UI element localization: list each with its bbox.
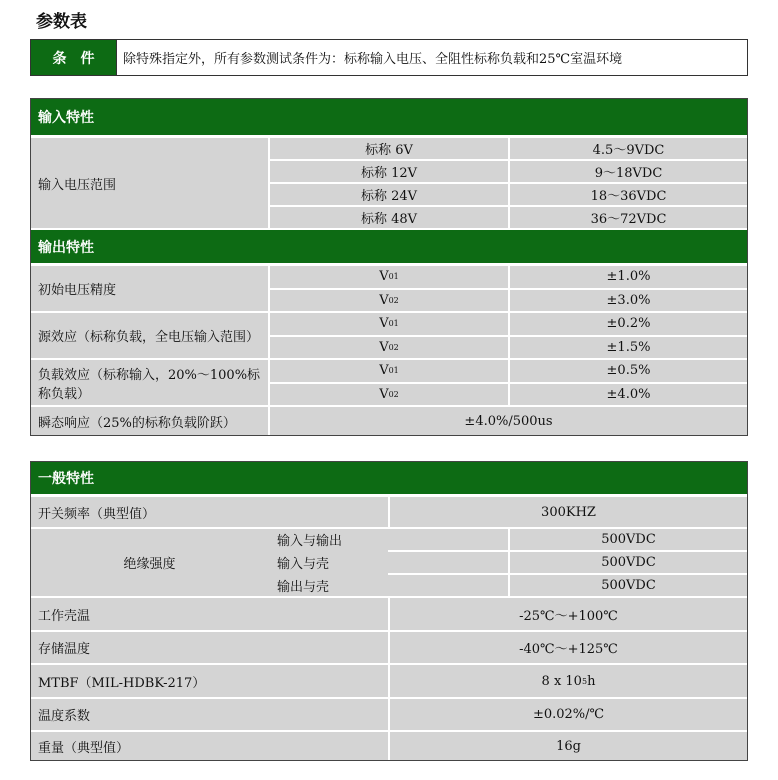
isolation-label: 绝缘强度 (31, 529, 388, 596)
line-regulation-label: 源效应（标称负载，全电压输入范围） (31, 313, 268, 358)
input-nominal-24v: 标称 24V (270, 184, 508, 205)
switch-frequency-value: 300KHZ (390, 497, 747, 527)
mtbf-label: MTBF（MIL-HDBK-217） (31, 665, 388, 697)
isolation-in-case-label: 输入与壳 (270, 552, 508, 573)
isolation-out-case-label: 输出与壳 (270, 575, 508, 596)
general-section-header: 一般特性 (31, 462, 747, 497)
isolation-out-case-value: 500VDC (510, 575, 747, 596)
general-table (30, 461, 748, 761)
output-v02-label: V 02 (270, 290, 508, 312)
initial-accuracy-v01: ±1.0% (510, 266, 747, 288)
condition-label: 条件 (31, 40, 117, 75)
output-v01-label: V 01 (270, 360, 508, 382)
input-nominal-6v: 标称 6V (270, 138, 508, 159)
output-v02-label: V 02 (270, 337, 508, 359)
line-regulation-v01: ±0.2% (510, 313, 747, 335)
temperature-coefficient-value: ±0.02%/℃ (390, 699, 747, 730)
output-v01-label: V 01 (270, 313, 508, 335)
condition-box (30, 39, 748, 76)
input-nominal-12v: 标称 12V (270, 161, 508, 182)
output-grid (31, 266, 747, 435)
storage-temperature-value: -40℃～+125℃ (390, 632, 747, 663)
input-range-24v: 18～36VDC (510, 184, 747, 205)
output-section-header: 输出特性 (31, 228, 747, 266)
temperature-coefficient-label: 温度系数 (31, 699, 388, 730)
isolation-in-out-label: 输入与输出 (270, 529, 508, 550)
case-temperature-label: 工作壳温 (31, 598, 388, 630)
case-temperature-value: -25℃～+100℃ (390, 598, 747, 630)
input-range-48v: 36～72VDC (510, 207, 747, 228)
output-v01-label: V 01 (270, 266, 508, 288)
weight-label: 重量（典型值） (31, 732, 388, 760)
input-output-table (30, 98, 748, 436)
input-section-header: 输入特性 (31, 99, 747, 138)
initial-accuracy-label: 初始电压精度 (31, 266, 268, 311)
input-grid (31, 138, 747, 228)
isolation-in-out-value: 500VDC (510, 529, 747, 550)
load-regulation-v02: ±4.0% (510, 384, 747, 406)
page-title: 参数表 (36, 12, 87, 32)
isolation-in-case-value: 500VDC (510, 552, 747, 573)
load-regulation-label: 负载效应（标称输入，20%～100%标称负载） (31, 360, 268, 405)
transient-response-value: ±4.0%/500us (270, 407, 747, 435)
input-range-12v: 9～18VDC (510, 161, 747, 182)
output-v02-label: V 02 (270, 384, 508, 406)
initial-accuracy-v02: ±3.0% (510, 290, 747, 312)
general-grid (31, 497, 747, 760)
load-regulation-v01: ±0.5% (510, 360, 747, 382)
storage-temperature-label: 存储温度 (31, 632, 388, 663)
switch-frequency-label: 开关频率（典型值） (31, 497, 388, 527)
weight-value: 16g (390, 732, 747, 760)
input-voltage-label: 输入电压范围 (31, 138, 268, 228)
input-range-6v: 4.5～9VDC (510, 138, 747, 159)
mtbf-value: 8 x 10 5 h (390, 665, 747, 697)
line-regulation-v02: ±1.5% (510, 337, 747, 359)
transient-response-label: 瞬态响应（25%的标称负载阶跃） (31, 407, 268, 435)
condition-text: 除特殊指定外，所有参数测试条件为：标称输入电压、全阻性标称负载和25℃室温环境 (123, 52, 623, 67)
input-nominal-48v: 标称 48V (270, 207, 508, 228)
